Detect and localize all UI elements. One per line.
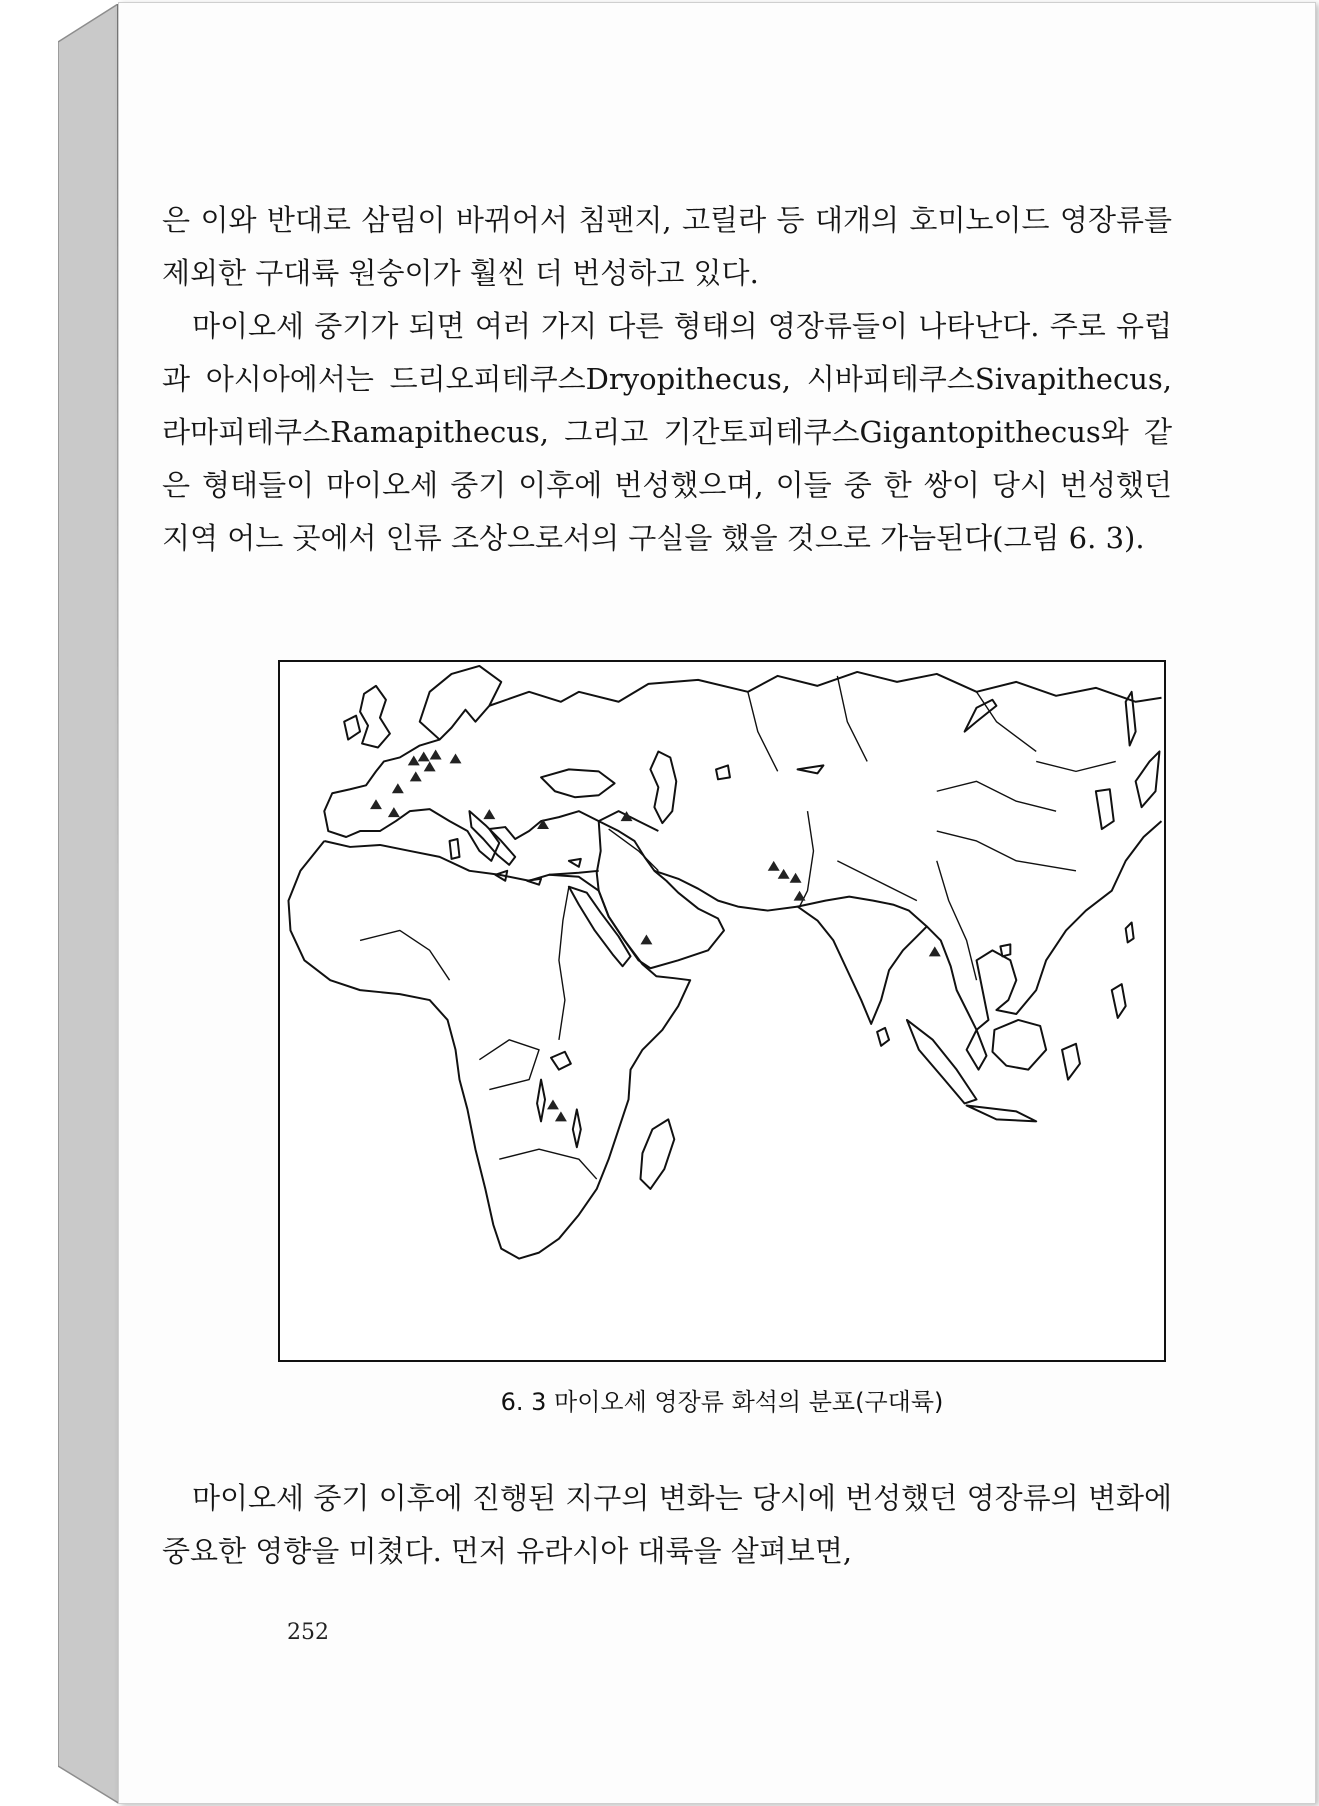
niger-river [360,930,449,980]
lake-victoria [551,1052,571,1070]
korea [1096,789,1114,829]
ireland [344,716,360,740]
mekong-river [937,861,977,980]
fossil-site-marker [388,807,400,817]
ganges-river [837,861,917,901]
old-world-map [280,662,1164,1360]
fossil-site-marker [450,753,462,763]
amur-river [1036,761,1116,771]
malay-peninsula [967,1030,987,1070]
madagascar [640,1119,674,1189]
fossil-site-marker [929,946,941,956]
lake-balkhash [798,765,824,773]
body-text-bottom [162,1472,1172,1578]
lake-tanganyika [537,1080,545,1122]
india [798,897,927,1024]
fossil-site-marker [370,799,382,809]
page-number: 252 [287,1620,329,1645]
yellow-river [937,781,1056,811]
fossil-site-marker [408,755,420,765]
ob-river [748,692,778,772]
hainan [1000,944,1010,956]
fossil-site-marker [640,934,652,944]
scandinavia [420,666,502,740]
cyprus [569,859,581,867]
aral-sea [716,765,730,779]
indus-river [800,811,814,906]
zambezi-river [499,1149,596,1179]
japan [1136,751,1160,807]
sumatra [907,1020,977,1104]
fossil-site-marker [555,1111,567,1121]
book-spine [58,4,120,1804]
fossil-site-marker [483,809,495,819]
fossil-site-marker [430,749,442,759]
lake-malawi [573,1109,581,1147]
arabia [597,821,724,968]
crete [527,879,541,885]
fossil-site-marker [392,783,404,793]
borneo [992,1020,1046,1070]
sri-lanka [877,1028,889,1046]
europe-coast [324,740,658,861]
sardinia [450,839,460,859]
figure-caption: 6. 3 마이오세 영장류 화석의 분포(구대륙) [500,1388,944,1416]
fossil-site-marker [768,861,780,871]
north-coast [489,672,1161,706]
lena-river [977,692,1037,752]
caspian-sea [650,751,676,823]
british-isles [360,686,390,748]
fossil-site-marker [778,869,790,879]
sulawesi [1062,1044,1080,1080]
congo-river [479,1040,539,1090]
fossil-site-marker [547,1099,559,1109]
fossil-site-marker [790,873,802,883]
taiwan [1126,923,1134,943]
fossil-site-marker [424,761,436,771]
yenisei-river [837,676,867,762]
paragraph-continuation: 은 이와 반대로 삼림이 바뀌어서 침팬지, 고릴라 등 대개의 호미노이드 영장류를 제외한 구대륙 원숭이가 훨씬 더 번성하고 있다. [162,203,1172,290]
southeast-asia [927,821,1162,1030]
yangtze-river [937,831,1076,871]
africa [288,841,690,1259]
black-sea [541,769,615,797]
philippines [1112,984,1126,1018]
java [967,1105,1037,1121]
paragraph-miocene-primates: 마이오세 중기가 되면 여러 가지 다른 형태의 영장류들이 나타난다. 주로 유럽과 아시아에서는 드리오피테쿠스Dryopithecus, 시바피테쿠스Sivapithecus, 라마피테쿠스Ramapithecus, 그리고 기간토피테쿠스Gigantopithecus와 같은 형태들이 마이오세 중기 이후에 번성했으며, 이들 중 한 쌍이 당시 번성했던 지역 어느 곳에서 인류 조상으로서의 구실을 했을 것으로 가늠된다(그림 6. 3). [162,309,1172,555]
figure-map [278,660,1166,1362]
red-sea [569,887,631,967]
fossil-site-marker [794,891,806,901]
paragraph-earth-changes: 마이오세 중기 이후에 진행된 지구의 변화는 당시에 번성했던 영장류의 변화에 중요한 영향을 미쳤다. 먼저 유라시아 대륙을 살펴보면, [162,1481,1172,1568]
body-text-top [162,194,1172,565]
fossil-site-marker [410,771,422,781]
fossil-site-marker [418,751,430,761]
nile-river [559,887,569,1040]
